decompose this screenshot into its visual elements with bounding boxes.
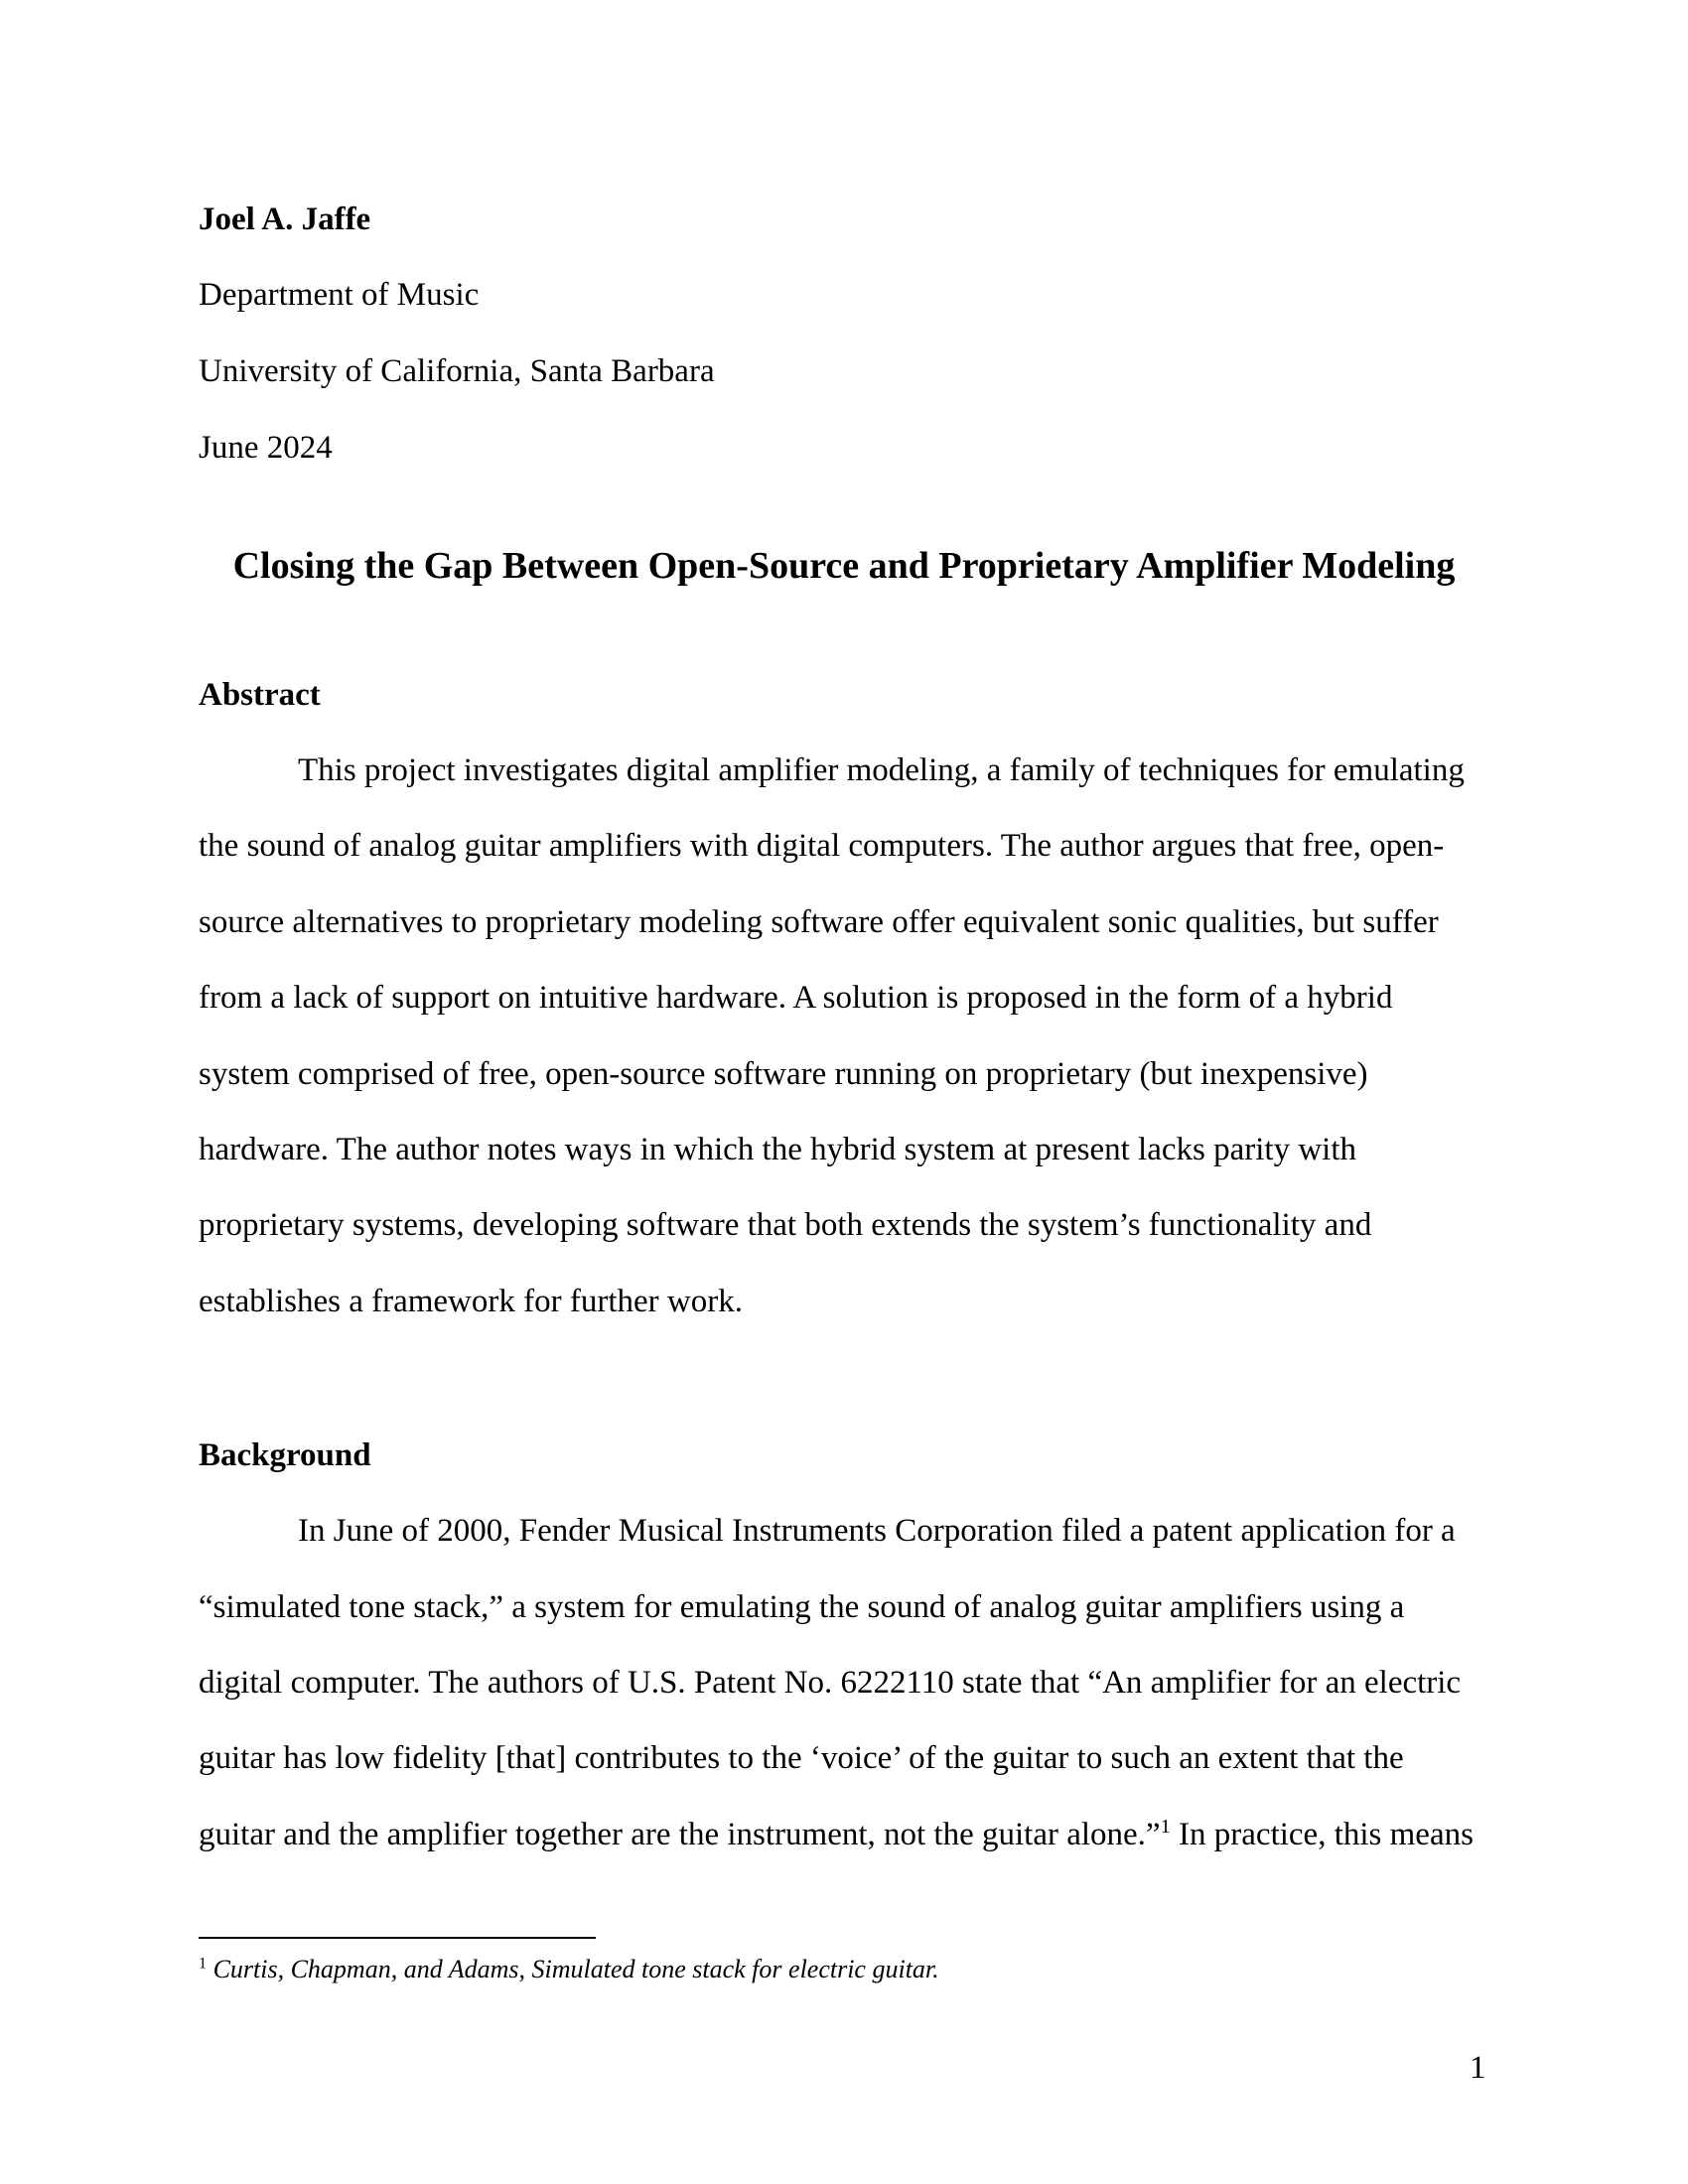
abstract-line: the sound of analog guitar amplifiers with digital computers. The author argues that free, open- <box>199 828 1445 864</box>
footnote-divider <box>199 1937 596 1939</box>
background-line-text: guitar and the amplifier together are the instrument, not the guitar alone.” <box>199 1817 1161 1852</box>
abstract-heading: Abstract <box>199 677 321 713</box>
background-line: “simulated tone stack,” a system for emulating the sound of analog guitar amplifiers using a <box>199 1589 1405 1625</box>
footnote-text: Curtis, Chapman, and Adams, Simulated tone stack for electric guitar. <box>212 1955 939 1983</box>
date: June 2024 <box>199 430 333 466</box>
footnote-reference[interactable]: 1 <box>1160 1816 1171 1838</box>
paper-title: Closing the Gap Between Open-Source and Proprietary Amplifier Modeling <box>232 545 1456 587</box>
background-line: digital computer. The authors of U.S. Patent No. 6222110 state that “An amplifier for an electric <box>199 1665 1462 1701</box>
background-line <box>199 1815 1474 1854</box>
abstract-line: establishes a framework for further work. <box>199 1284 743 1319</box>
department: Department of Music <box>199 277 480 313</box>
abstract-line: hardware. The author notes ways in which the hybrid system at present lacks parity with <box>199 1132 1357 1167</box>
background-heading: Background <box>199 1437 371 1473</box>
footnote <box>199 1954 939 1985</box>
abstract-line: source alternatives to proprietary modeling software offer equivalent sonic qualities, but suffer <box>199 904 1439 940</box>
author-name: Joel A. Jaffe <box>199 202 371 237</box>
background-line-text: In practice, this means <box>1170 1817 1474 1852</box>
footnote-marker: 1 <box>199 1955 208 1973</box>
abstract-line: from a lack of support on intuitive hardware. A solution is proposed in the form of a hybrid <box>199 980 1393 1016</box>
abstract-line: system comprised of free, open-source software running on proprietary (but inexpensive) <box>199 1056 1368 1092</box>
abstract-line: This project investigates digital amplifier modeling, a family of techniques for emulating <box>298 752 1465 788</box>
background-line: guitar has low fidelity [that] contributes to the ‘voice’ of the guitar to such an extent that the <box>199 1740 1404 1776</box>
page-number: 1 <box>1470 2050 1486 2086</box>
abstract-line: proprietary systems, developing software that both extends the system’s functionality and <box>199 1207 1372 1243</box>
university: University of California, Santa Barbara <box>199 353 715 389</box>
background-line: In June of 2000, Fender Musical Instruments Corporation filed a patent application for a <box>298 1513 1456 1549</box>
